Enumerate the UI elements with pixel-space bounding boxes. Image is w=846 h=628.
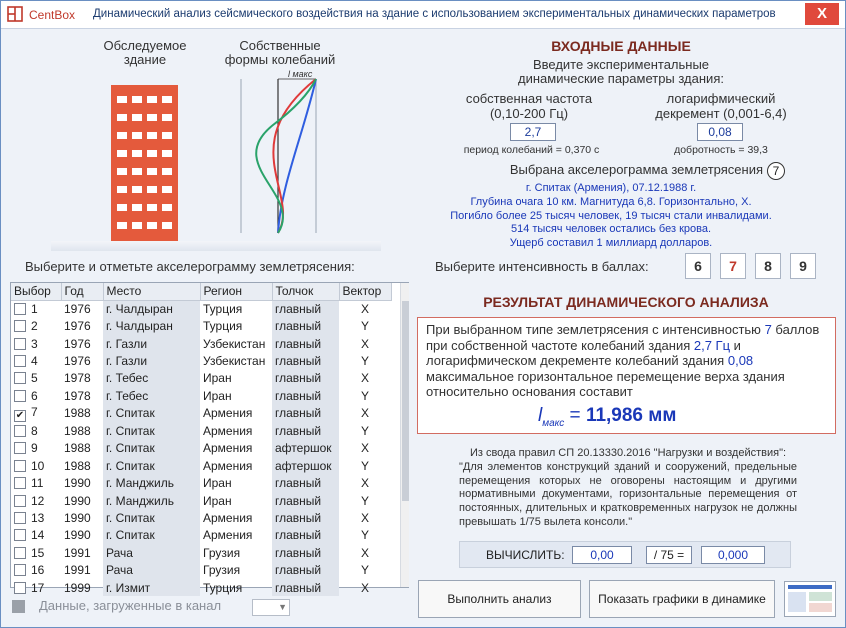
table-row[interactable]: [11, 387, 391, 404]
place-cell: г. Манджиль: [103, 474, 200, 491]
row-checkbox[interactable]: [14, 495, 26, 507]
decrement-label: [631, 91, 811, 121]
building-caption-line2: здание: [123, 52, 167, 67]
year-cell: 1991: [64, 545, 91, 560]
building-window: [162, 222, 172, 229]
quality-readout: добротность = 39,3: [674, 144, 768, 156]
select-cell: [11, 457, 61, 474]
intensity-label: Выберите интенсивность в баллах:: [435, 259, 649, 274]
quake-description-line: г. Спитак (Армения), 07.12.1988 г.: [525, 182, 697, 194]
building-window: [117, 168, 127, 175]
vibration-modes-diagram: [233, 69, 328, 239]
row-checkbox[interactable]: [14, 320, 26, 332]
building-window: [162, 204, 172, 211]
calc-label: ВЫЧИСЛИТЬ:: [486, 548, 565, 562]
col-header-year[interactable]: Год: [61, 283, 103, 300]
calc-divider: / 75 =: [646, 546, 692, 564]
quake-description-line: Погибло более 25 тысяч человек, 19 тысяч стали инвалидами.: [450, 209, 772, 222]
shock-cell: главный: [272, 527, 339, 544]
col-header-vector[interactable]: Вектор: [339, 283, 391, 300]
region-cell: Армения: [203, 458, 253, 473]
selected-quake-number: 7: [767, 162, 785, 180]
norm-body: "Для элементов конструкций зданий и сооружений, предельные перемещения которых не оговорены настоящим и другими нормативными документами, горизонтальные перемещения от постоянных, длительных и кратковременных нагрузок не должны превышать 1/75 вылета консоли.": [459, 460, 797, 528]
lmax-diagram-label: l макс: [288, 69, 313, 79]
building-window: [117, 96, 127, 103]
shock-cell: главный: [272, 317, 339, 334]
result-text-1: При выбранном типе землетрясения с интенсивностью: [426, 322, 761, 337]
row-checkbox[interactable]: [14, 460, 26, 472]
vector-cell: X: [360, 371, 369, 386]
channel-label: Данные, загруженные в канал: [39, 598, 222, 613]
channel-indicator: [12, 600, 25, 613]
row-checkbox[interactable]: [14, 372, 26, 384]
year-cell: 1990: [64, 476, 91, 491]
row-number: 5: [31, 371, 38, 386]
region-cell: Грузия: [203, 563, 241, 578]
freq-input[interactable]: 2,7: [510, 123, 556, 141]
building-window: [162, 114, 172, 121]
building-illustration: [111, 85, 178, 241]
table-row[interactable]: [11, 335, 391, 352]
vector-cell: Y: [360, 354, 369, 369]
year-cell: 1999: [64, 580, 91, 595]
table-row[interactable]: [11, 457, 391, 474]
vector-cell: X: [360, 301, 369, 316]
result-box: [417, 317, 836, 434]
row-checkbox[interactable]: [14, 477, 26, 489]
titlebar: [1, 1, 845, 29]
quake-description-line: 514 тысяч человек остались без крова.: [510, 223, 712, 236]
row-number: 2: [31, 319, 38, 334]
row-number: 3: [31, 336, 38, 351]
region-cell: Узбекистан: [203, 336, 266, 351]
select-cell: [11, 562, 61, 579]
modes-caption-line2: формы колебаний: [224, 52, 336, 67]
select-cell: [11, 474, 61, 491]
show-graphs-button[interactable]: Показать графики в динамике: [589, 580, 775, 618]
intensity-button-7[interactable]: 7: [720, 253, 746, 279]
shock-cell: главный: [272, 387, 339, 404]
row-number: 1: [31, 301, 38, 316]
building-window: [132, 114, 142, 121]
table-row[interactable]: [11, 370, 391, 387]
row-number: 12: [31, 493, 45, 508]
shock-cell: главный: [272, 579, 339, 596]
row-number: 8: [31, 423, 38, 438]
norm-source: Из свода правил СП 20.13330.2016 "Нагрузки и воздействия":: [469, 447, 787, 459]
select-cell: [11, 527, 61, 544]
close-button[interactable]: X: [805, 3, 839, 25]
shock-cell: главный: [272, 405, 339, 422]
shock-cell: главный: [272, 335, 339, 352]
shock-cell: главный: [272, 509, 339, 526]
row-number: 13: [31, 510, 45, 525]
lmax-symbol: l: [538, 405, 543, 426]
place-cell: г. Спитак: [103, 440, 200, 457]
region-cell: Армения: [203, 510, 253, 525]
year-cell: 1990: [64, 493, 91, 508]
shock-cell: афтершок: [272, 440, 339, 457]
ground: [51, 241, 381, 251]
building-window: [162, 186, 172, 193]
building-window: [132, 96, 142, 103]
row-checkbox[interactable]: [14, 582, 26, 594]
row-checkbox[interactable]: [14, 425, 26, 437]
row-checkbox[interactable]: [14, 529, 26, 541]
place-cell: г. Спитак: [103, 527, 200, 544]
select-cell: [11, 335, 61, 352]
intensity-button-8[interactable]: 8: [755, 253, 781, 279]
result-text-3: и логарифмическом декременте колебаний здания: [426, 337, 741, 368]
place-cell: г. Тебес: [103, 370, 200, 387]
shock-cell: главный: [272, 370, 339, 387]
modes-caption: [215, 39, 345, 67]
select-cell: [11, 579, 61, 596]
result-frequency: 2,7 Гц: [693, 337, 731, 353]
select-cell: [11, 440, 61, 457]
place-cell: г. Чалдыран: [103, 317, 200, 334]
table-header-row: [11, 283, 391, 300]
year-cell: 1978: [64, 388, 91, 403]
lmax-subscript: макс: [542, 417, 565, 429]
region-cell: Армения: [203, 423, 253, 438]
select-cell: [11, 544, 61, 561]
row-number: 4: [31, 354, 38, 369]
scrollbar-thumb[interactable]: [402, 301, 409, 501]
row-number: 14: [31, 528, 45, 543]
select-cell: [11, 422, 61, 439]
region-cell: Армения: [203, 441, 253, 456]
lmax-equals: =: [569, 405, 581, 426]
place-cell: г. Манджиль: [103, 492, 200, 509]
result-decrement: 0,08: [727, 353, 754, 368]
earthquake-table[interactable]: [10, 282, 409, 595]
decrement-label-line1: логарифмический: [666, 91, 776, 106]
year-cell: 1991: [64, 563, 91, 578]
building-window: [132, 186, 142, 193]
building-caption: [95, 39, 195, 67]
lmax-result: [538, 405, 676, 429]
shock-cell: главный: [272, 562, 339, 579]
building-window: [147, 168, 157, 175]
region-cell: Армения: [203, 528, 253, 543]
freq-label-line2: (0,10-200 Гц): [489, 106, 569, 121]
quake-description-line: Глубина очага 10 км. Магнитуда 6,8. Горизонтально, X.: [470, 195, 752, 208]
row-number: 7: [31, 404, 38, 419]
building-window: [147, 150, 157, 157]
freq-label: [449, 91, 609, 121]
region-cell: Иран: [203, 476, 232, 491]
table-row[interactable]: [11, 509, 391, 526]
channel-select[interactable]: [252, 599, 290, 616]
building-window: [132, 150, 142, 157]
intensity-button-9[interactable]: 9: [790, 253, 816, 279]
select-cell: [11, 509, 61, 526]
building-window: [162, 168, 172, 175]
building-caption-line1: Обследуемое: [103, 38, 187, 53]
table-row[interactable]: [11, 544, 391, 561]
building-window: [147, 96, 157, 103]
vector-cell: X: [360, 476, 369, 491]
place-cell: г. Спитак: [103, 509, 200, 526]
row-checkbox[interactable]: [14, 442, 26, 454]
result-text-4: максимальное горизонтальное перемещение верха здания относительно основания составит: [426, 368, 785, 399]
shock-cell: главный: [272, 492, 339, 509]
table-row[interactable]: [11, 352, 391, 369]
vector-cell: X: [360, 580, 369, 595]
quake-description: [431, 182, 791, 251]
year-cell: 1976: [64, 301, 91, 316]
region-cell: Армения: [203, 406, 253, 421]
table-row[interactable]: [11, 474, 391, 491]
shock-cell: главный: [272, 474, 339, 491]
place-cell: г. Спитак: [103, 422, 200, 439]
vector-cell: X: [360, 510, 369, 525]
row-number: 9: [31, 441, 38, 456]
year-cell: 1990: [64, 510, 91, 525]
row-number: 11: [31, 476, 44, 491]
row-checkbox[interactable]: [14, 564, 26, 576]
shock-cell: главный: [272, 544, 339, 561]
input-intro: [471, 58, 771, 86]
region-cell: Турция: [203, 301, 243, 316]
row-number: 17: [31, 580, 45, 595]
place-cell: г. Измит: [103, 579, 200, 596]
shock-cell: главный: [272, 300, 339, 317]
decrement-input[interactable]: 0,08: [697, 123, 743, 141]
region-cell: Иран: [203, 493, 232, 508]
result-text: [426, 322, 830, 400]
building-window: [132, 204, 142, 211]
input-header: ВХОДНЫЕ ДАННЫЕ: [551, 38, 691, 54]
input-intro-line1: Введите экспериментальные: [532, 57, 710, 72]
place-cell: г. Спитак: [103, 405, 200, 422]
row-checkbox[interactable]: ✔: [15, 409, 25, 421]
place-cell: г. Газли: [103, 335, 200, 352]
chevron-down-icon: ▼: [278, 602, 287, 612]
year-cell: 1988: [64, 406, 91, 421]
selected-quake-label: Выбрана акселерограмма землетрясения: [509, 162, 763, 177]
year-cell: 1978: [64, 371, 91, 386]
select-cell: [11, 370, 61, 387]
table-row[interactable]: [11, 317, 391, 334]
region-cell: Турция: [203, 319, 243, 334]
year-cell: 1988: [64, 423, 91, 438]
col-header-shock[interactable]: Толчок: [272, 283, 339, 300]
building-window: [117, 222, 127, 229]
building-window: [162, 96, 172, 103]
building-window: [132, 168, 142, 175]
building-window: [132, 222, 142, 229]
select-cell: [11, 492, 61, 509]
building-window: [117, 132, 127, 139]
building-window: [117, 204, 127, 211]
vector-cell: Y: [360, 319, 369, 334]
building-window: [147, 114, 157, 121]
table-scrollbar[interactable]: [400, 283, 409, 587]
col-header-place[interactable]: Место: [103, 283, 200, 300]
year-cell: 1988: [64, 458, 91, 473]
input-intro-line2: динамические параметры здания:: [518, 71, 724, 86]
table-row[interactable]: [11, 492, 391, 509]
building-window: [162, 150, 172, 157]
building-window: [117, 186, 127, 193]
year-cell: 1988: [64, 441, 91, 456]
vector-cell: Y: [360, 423, 369, 438]
place-cell: г. Тебес: [103, 387, 200, 404]
app-brand: CentBox: [29, 8, 76, 22]
run-analysis-button[interactable]: Выполнить анализ: [418, 580, 581, 618]
region-cell: Грузия: [203, 545, 241, 560]
norm-quote: [459, 447, 797, 530]
region-cell: Узбекистан: [203, 354, 266, 369]
building-window: [147, 222, 157, 229]
row-checkbox[interactable]: [14, 338, 26, 350]
vector-cell: X: [360, 406, 369, 421]
building-window: [147, 204, 157, 211]
row-checkbox[interactable]: [14, 547, 26, 559]
region-cell: Иран: [203, 388, 232, 403]
place-cell: Рача: [103, 544, 200, 561]
building-window: [147, 132, 157, 139]
shock-cell: главный: [272, 422, 339, 439]
row-number: 10: [31, 458, 45, 473]
list-title: Выберите и отметьте акселерограмму землетрясения:: [25, 259, 355, 274]
period-readout: период колебаний = 0,370 с: [463, 144, 600, 156]
select-cell: [11, 352, 61, 369]
col-header-select[interactable]: Выбор: [11, 283, 61, 300]
table-row[interactable]: [11, 440, 391, 457]
select-cell: [11, 317, 61, 334]
building-window: [132, 132, 142, 139]
result-text-2: баллов при собственной частоте колебаний здания: [426, 322, 820, 353]
year-cell: 1976: [64, 319, 91, 334]
select-cell: [11, 387, 61, 404]
vector-cell: Y: [360, 528, 369, 543]
calculator-bar: [459, 541, 791, 568]
table-row[interactable]: [11, 422, 391, 439]
select-cell: [11, 405, 61, 422]
region-cell: Иран: [203, 371, 232, 386]
table-row[interactable]: [11, 527, 391, 544]
building-window: [117, 150, 127, 157]
shock-cell: афтершок: [272, 457, 339, 474]
row-number: 6: [31, 388, 38, 403]
select-cell: [11, 300, 61, 317]
region-cell: Турция: [203, 580, 243, 595]
place-cell: Рача: [103, 562, 200, 579]
vector-cell: X: [360, 545, 369, 560]
building-window: [162, 132, 172, 139]
report-thumbnail-icon[interactable]: [784, 581, 836, 617]
result-intensity: 7: [764, 322, 772, 337]
row-number: 16: [31, 563, 45, 578]
vector-cell: X: [360, 441, 369, 456]
col-header-region[interactable]: Регион: [200, 283, 272, 300]
row-checkbox[interactable]: [14, 355, 26, 367]
calc-output: 0,000: [701, 546, 765, 564]
result-header: РЕЗУЛЬТАТ ДИНАМИЧЕСКОГО АНАЛИЗА: [483, 294, 769, 310]
vector-cell: Y: [360, 493, 369, 508]
vector-cell: Y: [360, 458, 369, 473]
building-window: [147, 186, 157, 193]
table-row[interactable]: [11, 562, 391, 579]
app-logo-icon: [7, 6, 23, 22]
window-title: Динамический анализ сейсмического воздействия на здание с использованием экспериментальных динамических параметров: [93, 8, 776, 20]
quake-description-line: Ущерб составил 1 миллиард долларов.: [509, 237, 713, 250]
intensity-button-6[interactable]: 6: [685, 253, 711, 279]
place-cell: г. Чалдыран: [103, 300, 200, 317]
year-cell: 1976: [64, 354, 91, 369]
vector-cell: Y: [360, 388, 369, 403]
lmax-value: 11,986 мм: [585, 405, 677, 426]
table-row[interactable]: [11, 300, 391, 317]
table-row[interactable]: [11, 405, 391, 422]
vector-cell: X: [360, 336, 369, 351]
row-checkbox[interactable]: [14, 303, 26, 315]
row-number: 15: [31, 545, 45, 560]
place-cell: г. Газли: [103, 352, 200, 369]
row-checkbox[interactable]: [14, 512, 26, 524]
modes-caption-line1: Собственные: [239, 38, 321, 53]
place-cell: г. Спитак: [103, 457, 200, 474]
shock-cell: главный: [272, 352, 339, 369]
building-window: [117, 114, 127, 121]
freq-label-line1: собственная частота: [465, 91, 593, 106]
year-cell: 1990: [64, 528, 91, 543]
decrement-label-line2: декремент (0,001-6,4): [655, 106, 787, 121]
calc-input[interactable]: 0,00: [572, 546, 632, 564]
vector-cell: Y: [360, 563, 369, 578]
table-row[interactable]: [11, 579, 391, 596]
row-checkbox[interactable]: [14, 390, 26, 402]
year-cell: 1976: [64, 336, 91, 351]
